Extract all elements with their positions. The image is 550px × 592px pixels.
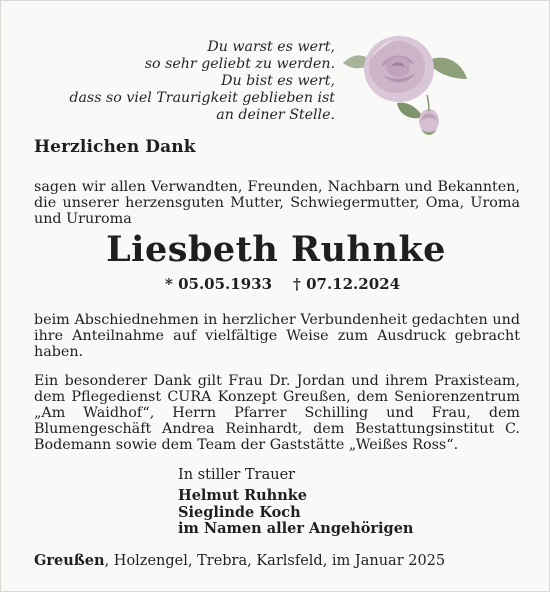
poem-line: so sehr geliebt zu werden. [144,56,335,72]
place-name: Greußen [34,552,105,569]
poem [1,39,335,124]
mourning-line: In stiller Trauer [178,467,296,483]
place-date-rest: , Holzengel, Trebra, Karlsfeld, im Januar 2025 [104,553,446,569]
poem-line: Du bist es wert, [221,73,335,89]
signer: Sieglinde Koch [178,503,301,521]
birth-date: * 05.05.1933 [165,275,273,293]
deceased-name: Liesbeth Ruhnke [106,229,446,270]
death-date: † 07.12.2024 [293,275,401,293]
poem-line: an deiner Stelle. [216,107,335,123]
intro-paragraph: sagen wir allen Verwandten, Freunden, Nachbarn und Bekannten, die unserer herzensguten Mutter, Schwiegermutter, Oma, Uroma und Ururoma [34,179,520,227]
poem-line: dass so viel Traurigkeit geblieben ist [69,90,335,106]
thanks-paragraph: beim Abschiednehmen in herzlicher Verbundenheit gedachten und ihre Anteilnahme auf vielfältige Weise zum Ausdruck gebracht haben. [34,312,520,360]
signer: Helmut Ruhnke [178,487,308,504]
poem-line: Du warst es wert, [207,39,335,55]
signers [178,488,413,538]
signer: im Namen aller Angehörigen [178,520,414,537]
place-date-line [34,552,445,569]
page-title: Herzlichen Dank [34,137,196,157]
rose-image [337,25,473,145]
special-thanks-paragraph: Ein besonderer Dank gilt Frau Dr. Jordan und ihrem Praxisteam, dem Pflegedienst CURA Konzept Greußen, dem Seniorenzentrum „Am Waidhof“, Herrn Pfarrer Schilling und Frau, dem Blumengeschäft Andrea Reinhardt, dem Bestattungsinstitut C. Bodemann sowie dem Team der Gaststätte „Weißes Ross“. [34,373,520,453]
